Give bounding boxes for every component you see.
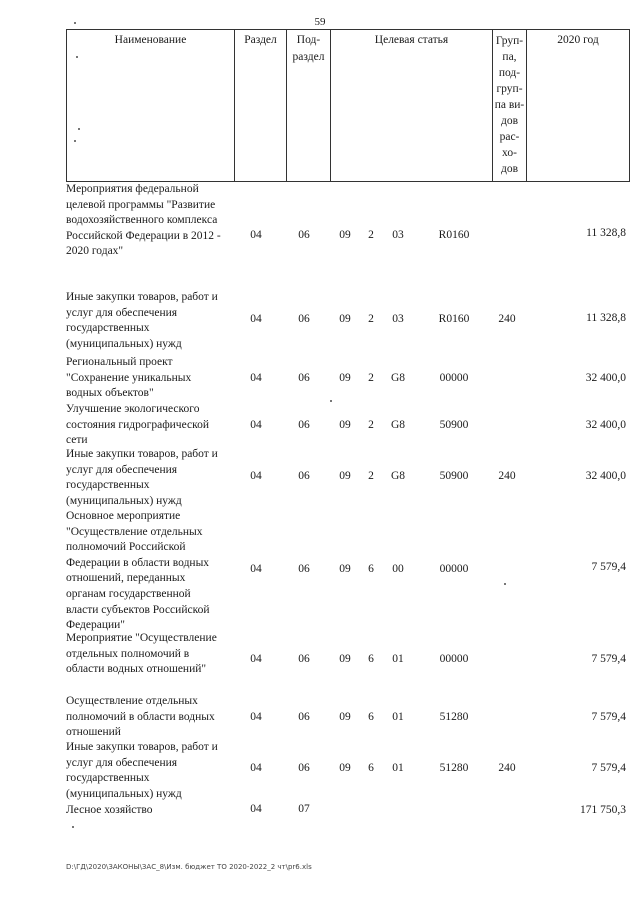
- cell-amount: 32 400,0: [585, 470, 626, 482]
- header-group-line: Груп-: [495, 35, 524, 47]
- row-name-line: Региональный проект: [66, 356, 173, 368]
- row-name-line: водохозяйственного комплекса: [66, 214, 218, 227]
- cell-razdel: 04: [250, 313, 262, 325]
- cell-cs4: 51280: [439, 711, 469, 723]
- row-name-line: сети: [66, 434, 88, 447]
- cell-cs1: 09: [339, 229, 351, 241]
- row-name-line: Улучшение экологического: [66, 403, 200, 415]
- cell-cs3: G8: [390, 419, 406, 431]
- cell-podrazdel: 06: [298, 470, 310, 482]
- header-name: Наименование: [67, 30, 235, 181]
- cell-cs1: 09: [339, 419, 351, 431]
- row-name-line: 2020 годах": [66, 245, 124, 258]
- cell-amount: 7 579,4: [591, 711, 626, 723]
- cell-group: 240: [498, 313, 516, 325]
- row-name-line: состояния гидрографической: [66, 418, 209, 431]
- scan-speck: [78, 128, 80, 130]
- cell-cs3: 03: [392, 313, 404, 325]
- cell-cs2: 2: [368, 229, 374, 241]
- cell-podrazdel: 06: [298, 711, 310, 723]
- cell-amount: 7 579,4: [591, 653, 626, 665]
- cell-group: 240: [498, 762, 516, 774]
- row-name-line: услуг для обеспечения: [66, 306, 178, 319]
- cell-cs3: 01: [392, 653, 404, 665]
- scan-speck: [74, 22, 76, 24]
- cell-amount: 32 400,0: [585, 372, 626, 384]
- cell-amount: 11 328,8: [586, 312, 626, 324]
- cell-cs2: 2: [368, 372, 374, 384]
- header-target-article: Целевая статья: [331, 30, 493, 181]
- row-name-line: государственных: [66, 322, 150, 335]
- row-name-line: (муниципальных) нужд: [66, 494, 182, 507]
- row-name-line: (муниципальных) нужд: [66, 787, 182, 800]
- row-name: [66, 803, 236, 819]
- row-name-line: "Осуществление отдельных: [66, 525, 203, 538]
- cell-cs4: R0160: [438, 313, 470, 325]
- cell-podrazdel: 06: [298, 313, 310, 325]
- cell-razdel: 04: [250, 653, 262, 665]
- cell-cs2: 2: [368, 419, 374, 431]
- row-name-line: услуг для обеспечения: [66, 756, 178, 769]
- row-name-line: области водных отношений": [66, 663, 207, 676]
- cell-cs2: 6: [368, 711, 374, 723]
- row-name: [66, 694, 236, 741]
- cell-cs1: 09: [339, 653, 351, 665]
- row-name-line: целевой программы "Развитие: [66, 198, 216, 211]
- row-name: [66, 740, 236, 802]
- cell-cs2: 2: [368, 470, 374, 482]
- cell-razdel: 04: [250, 711, 262, 723]
- scan-speck: [74, 140, 76, 142]
- cell-cs2: 2: [368, 313, 374, 325]
- row-name-line: Иные закупки товаров, работ и: [66, 741, 218, 753]
- cell-amount: 171 750,3: [580, 804, 626, 816]
- page-number: 59: [314, 16, 326, 28]
- cell-cs1: 09: [339, 563, 351, 575]
- row-name-line: государственных: [66, 772, 150, 785]
- row-name-line: услуг для обеспечения: [66, 463, 178, 476]
- cell-podrazdel: 06: [298, 372, 310, 384]
- row-name-line: Лесное хозяйство: [66, 804, 153, 816]
- row-name-line: полномочий в области водных: [66, 710, 215, 723]
- row-name-line: отношений, переданных: [66, 572, 186, 585]
- cell-cs1: 09: [339, 313, 351, 325]
- row-name: [66, 631, 236, 678]
- cell-cs4: 00000: [439, 653, 469, 665]
- cell-cs3: G8: [390, 372, 406, 384]
- cell-podrazdel: 06: [298, 419, 310, 431]
- cell-cs2: 6: [368, 563, 374, 575]
- row-name-line: отношений: [66, 726, 121, 739]
- header-subsection-line: Под-: [296, 34, 321, 46]
- cell-group: 240: [498, 470, 516, 482]
- row-name-line: Осуществление отдельных: [66, 695, 198, 707]
- row-name-line: полномочий Российской: [66, 541, 186, 554]
- cell-cs4: 50900: [439, 419, 469, 431]
- header-group-line: дов: [500, 163, 519, 175]
- cell-amount: 11 328,8: [586, 227, 626, 239]
- cell-cs1: 09: [339, 762, 351, 774]
- cell-cs3: 01: [392, 762, 404, 774]
- cell-cs1: 09: [339, 372, 351, 384]
- cell-cs3: 01: [392, 711, 404, 723]
- scan-speck: [76, 56, 78, 58]
- header-group: [493, 30, 527, 181]
- cell-podrazdel: 06: [298, 563, 310, 575]
- cell-cs2: 6: [368, 762, 374, 774]
- header-group-line: под-: [498, 67, 521, 79]
- row-name-line: Иные закупки товаров, работ и: [66, 448, 218, 460]
- header-group-line: па,: [502, 51, 517, 63]
- row-name-line: Российской Федерации в 2012 -: [66, 229, 221, 242]
- cell-razdel: 04: [250, 419, 262, 431]
- header-group-line: па ви-: [494, 99, 525, 111]
- cell-cs3: 00: [392, 563, 404, 575]
- row-name-line: власти субъектов Российской: [66, 603, 210, 616]
- row-name: [66, 509, 236, 634]
- cell-cs3: 03: [392, 229, 404, 241]
- file-path-footer: D:\ГД\2020\ЗАКОНЫ\ЗАС_8\Изм. бюджет ТО 2020-2022_2 чт\pr6.xls: [66, 863, 312, 871]
- cell-cs3: G8: [390, 470, 406, 482]
- cell-cs4: 50900: [439, 470, 469, 482]
- header-group-line: дов: [500, 115, 519, 127]
- cell-razdel: 04: [250, 803, 262, 815]
- row-name: [66, 402, 236, 449]
- row-name: [66, 182, 236, 260]
- cell-razdel: 04: [250, 470, 262, 482]
- header-group-line: хо-: [502, 147, 517, 159]
- row-name-line: Мероприятия федеральной: [66, 183, 199, 195]
- cell-razdel: 04: [250, 372, 262, 384]
- row-name-line: Федерации": [66, 619, 126, 632]
- row-name-line: Федерации в области водных: [66, 556, 210, 569]
- cell-razdel: 04: [250, 229, 262, 241]
- row-name-line: отдельных полномочий в: [66, 647, 190, 660]
- cell-cs1: 09: [339, 470, 351, 482]
- cell-razdel: 04: [250, 563, 262, 575]
- cell-podrazdel: 07: [298, 803, 310, 815]
- scan-speck: [72, 826, 74, 828]
- cell-amount: 7 579,4: [591, 561, 626, 573]
- cell-razdel: 04: [250, 762, 262, 774]
- cell-amount: 7 579,4: [591, 762, 626, 774]
- row-name-line: водных объектов": [66, 387, 154, 400]
- cell-cs4: 00000: [439, 372, 469, 384]
- row-name-line: "Сохранение уникальных: [66, 371, 192, 384]
- header-subsection-line: раздел: [292, 51, 325, 63]
- cell-podrazdel: 06: [298, 229, 310, 241]
- cell-podrazdel: 06: [298, 762, 310, 774]
- row-name: [66, 355, 236, 402]
- cell-amount: 32 400,0: [585, 419, 626, 431]
- header-section: Раздел: [235, 30, 287, 181]
- scan-speck: [504, 583, 506, 585]
- row-name-line: (муниципальных) нужд: [66, 337, 182, 350]
- table-header: [66, 29, 630, 182]
- header-group-line: груп-: [496, 83, 523, 95]
- cell-cs2: 6: [368, 653, 374, 665]
- row-name-line: государственных: [66, 479, 150, 492]
- cell-cs4: 51280: [439, 762, 469, 774]
- row-name: [66, 447, 236, 509]
- row-name-line: Мероприятие "Осуществление: [66, 632, 217, 644]
- row-name-line: Основное мероприятие: [66, 510, 181, 522]
- cell-cs1: 09: [339, 711, 351, 723]
- header-subsection: [287, 30, 331, 181]
- header-year: 2020 год: [557, 34, 599, 46]
- cell-cs4: 00000: [439, 563, 469, 575]
- row-name-line: органам государственной: [66, 587, 191, 600]
- scan-speck: [330, 400, 332, 402]
- header-group-line: рас-: [499, 131, 520, 143]
- cell-podrazdel: 06: [298, 653, 310, 665]
- row-name: [66, 290, 236, 352]
- row-name-line: Иные закупки товаров, работ и: [66, 291, 218, 303]
- cell-cs4: R0160: [438, 229, 470, 241]
